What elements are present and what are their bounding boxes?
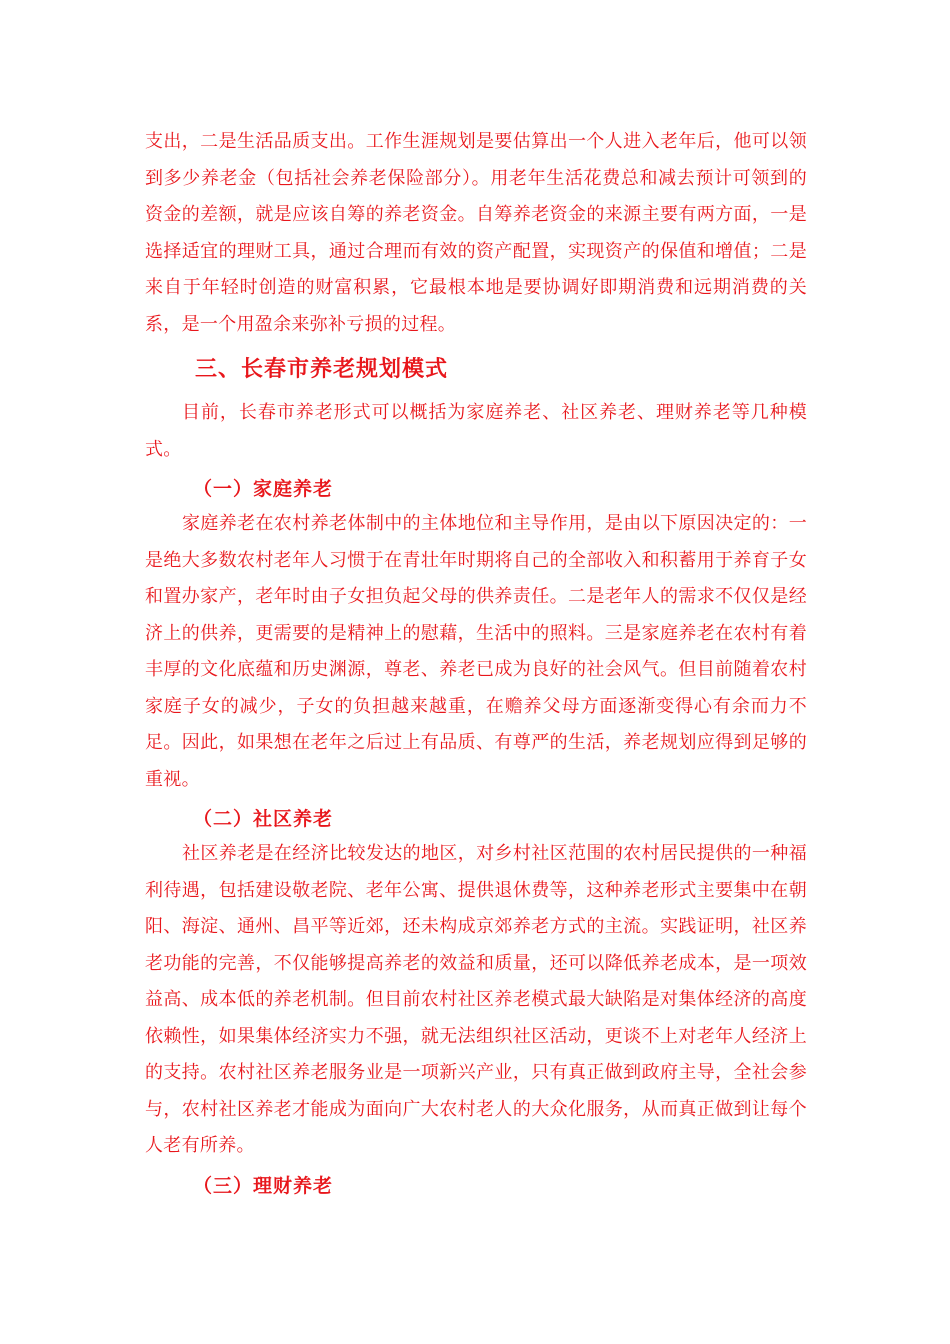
section-heading: 三、长春市养老规划模式 bbox=[195, 357, 449, 382]
paragraph-intro: 目前，长春市养老形式可以概括为家庭养老、社区养老、理财养老等几种模式。 bbox=[145, 402, 807, 460]
paragraph-community-pension: 社区养老是在经济比较发达的地区，对乡村社区范围的农村居民提供的一种福利待遇，包括建设敬老院、老年公寓、提供退休费等，这种养老形式主要集中在朝阳、海淀、通州、昌平等近郊，还未构成京郊养老方式的主流。实践证明，社区养老功能的完善，不仅能够提高养老的效益和质量，还可以降低养老成本，是一项效益高、成本低的养老机制。但目前农村社区养老模式最大缺陷是对集体经济的高度依赖性，如果集体经济实力不强，就无法组织社区活动，更谈不上对老年人经济上的支持。农村社区养老服务业是一项新兴产业，只有真正做到政府主导，全社会参与，农村社区养老才能成为面向广大农村老人的大众化服务，从而真正做到让每个人老有所养。 bbox=[145, 843, 807, 1156]
subsection-heading-finance: （三）理财养老 bbox=[193, 1174, 334, 1197]
subsection-heading-community: （二）社区养老 bbox=[193, 808, 334, 830]
document-page bbox=[145, 124, 807, 1203]
paragraph-continuation: 支出，二是生活品质支出。工作生涯规划是要估算出一个人进入老年后，他可以领到多少养老金（包括社会养老保险部分）。用老年生活花费总和减去预计可领到的资金的差额，就是应该自筹的养老资金。自筹养老资金的来源主要有两方面，一是选择适宜的理财工具，通过合理而有效的资产配置，实现资产的保值和增值；二是来自于年轻时创造的财富积累，它最根本地是要协调好即期消费和远期消费的关系，是一个用盈余来弥补亏损的过程。 bbox=[145, 131, 807, 335]
subsection-heading-family: （一）家庭养老 bbox=[193, 478, 334, 500]
paragraph-family-pension: 家庭养老在农村养老体制中的主体地位和主导作用，是由以下原因决定的：一是绝大多数农村老年人习惯于在青壮年时期将自己的全部收入和积蓄用于养育子女和置办家产，老年时由子女担负起父母的供养责任。二是老年人的需求不仅仅是经济上的供养，更需要的是精神上的慰藉，生活中的照料。三是家庭养老在农村有着丰厚的文化底蕴和历史渊源，尊老、养老已成为良好的社会风气。但目前随着农村家庭子女的减少，子女的负担越来越重，在赡养父母方面逐渐变得心有余而力不足。因此，如果想在老年之后过上有品质、有尊严的生活，养老规划应得到足够的重视。 bbox=[145, 513, 807, 790]
